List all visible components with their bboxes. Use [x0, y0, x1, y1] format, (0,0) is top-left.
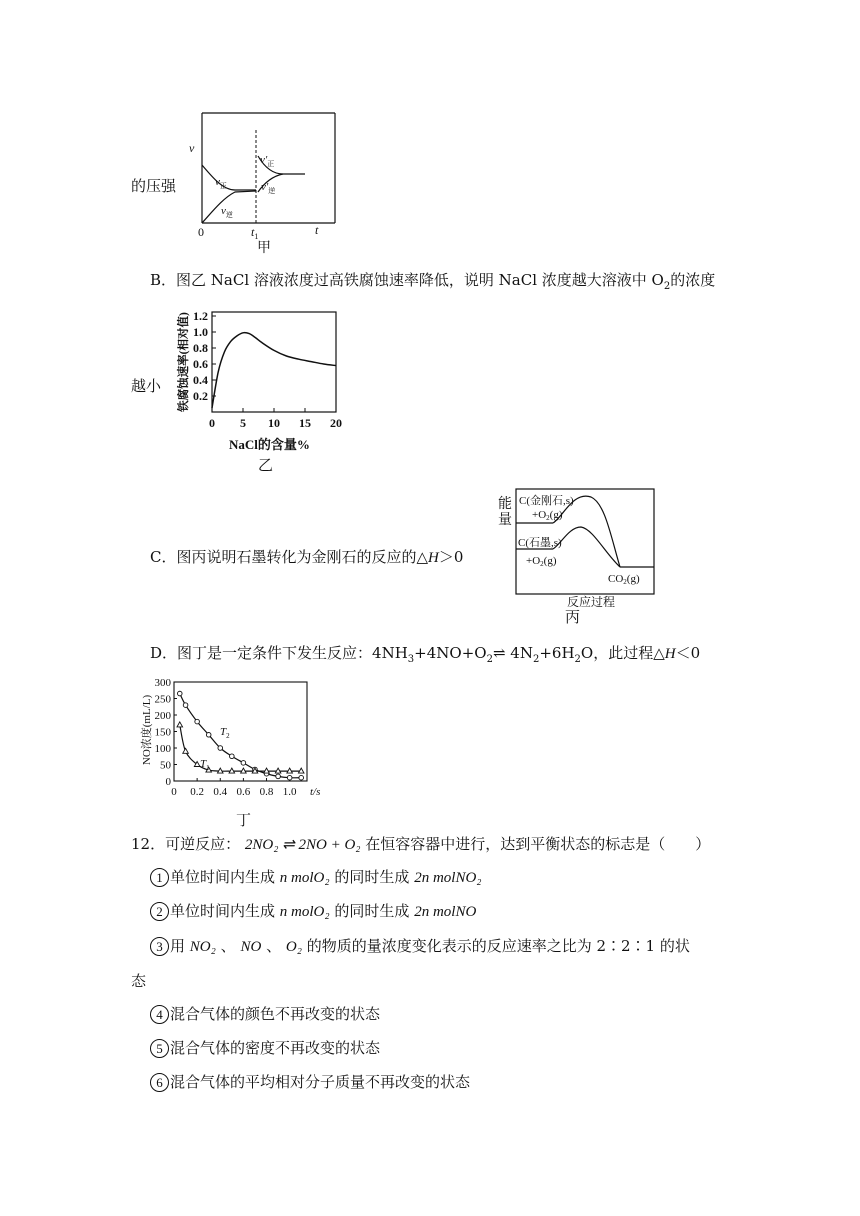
y-axis-title-ding: NO浓度(mL/L)	[141, 694, 153, 766]
x-tick-label-ding: 0.2	[190, 786, 205, 798]
q12-item-6: 6 混合气体的平均相对分子质量不再改变的状态	[150, 1071, 470, 1093]
data-point-t2	[276, 774, 281, 779]
option-b-tail: 越小	[131, 377, 162, 395]
bing-xlabel: 反应过程	[567, 595, 616, 607]
v-zheng-prime-label: $v'_正$	[260, 154, 275, 168]
option-a-tail: 的压强	[131, 177, 177, 195]
caption-yi: 乙	[258, 458, 274, 474]
x-tick-label-ding: 0.8	[259, 786, 274, 798]
y-tick-label-ding: 100	[154, 743, 171, 755]
data-point-t1	[183, 748, 189, 753]
y-tick-label-ding: 50	[160, 759, 171, 772]
option-c: C．图丙说明石墨转化为金刚石的反应的△H＞0	[150, 548, 464, 566]
y-tick-label-ding: 300	[154, 677, 171, 689]
y-tick-label-yi: 0.6	[193, 357, 208, 371]
figure-yi-chart	[170, 298, 350, 478]
x-tick-label-ding: 0.6	[236, 786, 251, 798]
caption-bing: 丙	[565, 608, 581, 626]
t1-label: $t_1$	[251, 225, 259, 241]
graphite-label-1: C(石墨,s)	[518, 537, 562, 549]
origin-label: 0	[198, 225, 204, 239]
figure-jia	[185, 108, 345, 258]
v-ni-label: $v_逆$	[221, 205, 233, 219]
legend-label-t1: $T_1$	[200, 758, 210, 772]
data-point-t2	[177, 691, 182, 696]
data-point-t2	[183, 703, 188, 708]
option-d: D．图丁是一定条件下发生反应：$4NH_3+4NO+O_2\rightleftharpoons$ $4N_2+6H_2O$，此过程△H＜0	[150, 644, 701, 665]
q12-item-4: 4 混合气体的颜色不再改变的状态	[150, 1003, 380, 1025]
x-tick-label-yi: 15	[299, 416, 311, 430]
data-point-t2	[287, 775, 292, 780]
v-axis-label: v	[189, 141, 195, 155]
y-axis-label-ding	[140, 695, 153, 766]
y-tick-label-ding: 200	[154, 710, 171, 722]
q12-item-1: 1 单位时间内生成 n molO₂ 的同时生成 2n molNO₂	[150, 866, 482, 888]
y-tick-label-yi: 1.2	[193, 309, 208, 323]
diamond-label-2: +O2(g)	[532, 509, 563, 522]
question-12: 12．可逆反应： 2NO₂ ⇌ 2NO + O₂ 在恒容容器中进行，达到平衡状态的标志是（ ）	[131, 835, 711, 853]
caption-ding: 丁	[236, 813, 252, 829]
x-tick-label-yi: 10	[268, 416, 280, 430]
data-point-t2	[218, 746, 223, 751]
data-point-t1	[177, 722, 183, 727]
data-point-t2	[241, 761, 246, 766]
legend-label-t2: $T_2$	[220, 726, 230, 740]
y-tick-label-yi: 0.4	[193, 373, 208, 387]
y-tick-label-yi: 0.2	[193, 389, 208, 403]
y-axis-title-yi: 铁腐蚀速率(相对值)	[178, 312, 190, 412]
q12-item-5: 5 混合气体的密度不再改变的状态	[150, 1037, 380, 1059]
y-tick-label-ding: 250	[154, 693, 171, 706]
data-point-t2	[299, 775, 304, 780]
option-b: B．图乙 NaCl 溶液浓度过高铁腐蚀速率降低，说明 NaCl 浓度越大溶液中 $O_2$的浓度	[150, 271, 716, 292]
x-axis-label-ding: t/s	[310, 786, 321, 798]
v-ni-prime-label: $v'_逆$	[261, 181, 276, 195]
data-point-t2	[206, 733, 211, 738]
t-label: t	[315, 223, 319, 237]
graphite-label-2: +O2(g)	[526, 555, 557, 568]
x-tick-label-ding: 0	[171, 786, 177, 798]
figure-ding-chart	[140, 672, 340, 832]
caption-jia: 甲	[257, 241, 271, 256]
y-tick-label-yi: 1.0	[193, 325, 208, 339]
bing-ylabel: 能量	[498, 497, 512, 528]
q12-item-2: 2 单位时间内生成 n molO₂ 的同时生成 2n molNO	[150, 900, 476, 922]
x-tick-label-ding: 0.4	[213, 786, 228, 798]
q12-item-3: 3 用 NO₂ 、 NO 、 O₂ 的物质的量浓度变化表示的反应速率之比为 2∶2∶1 的状	[150, 935, 690, 957]
y-tick-label-ding: 150	[154, 726, 171, 739]
data-point-t2	[230, 754, 235, 759]
y-tick-label-ding: 0	[165, 776, 171, 788]
q12-item-3-wrap: 态	[131, 972, 147, 990]
x-axis-label-yi: NaCl的含量%	[229, 437, 310, 452]
x-tick-label-yi: 20	[330, 416, 342, 430]
x-tick-label-ding: 1.0	[282, 786, 297, 798]
diamond-label-1: C(金刚石,s)	[519, 495, 574, 507]
series-line-corrosion	[212, 333, 336, 408]
x-tick-label-yi: 0	[209, 416, 215, 430]
x-tick-label-yi: 5	[240, 416, 246, 430]
data-point-t2	[195, 719, 200, 724]
y-tick-label-yi: 0.8	[193, 341, 208, 355]
v-zheng-label: $v_正$	[215, 176, 227, 190]
co2-label: CO2(g)	[608, 573, 640, 586]
y-axis-label-yi	[176, 312, 190, 413]
figure-bing	[493, 487, 663, 607]
